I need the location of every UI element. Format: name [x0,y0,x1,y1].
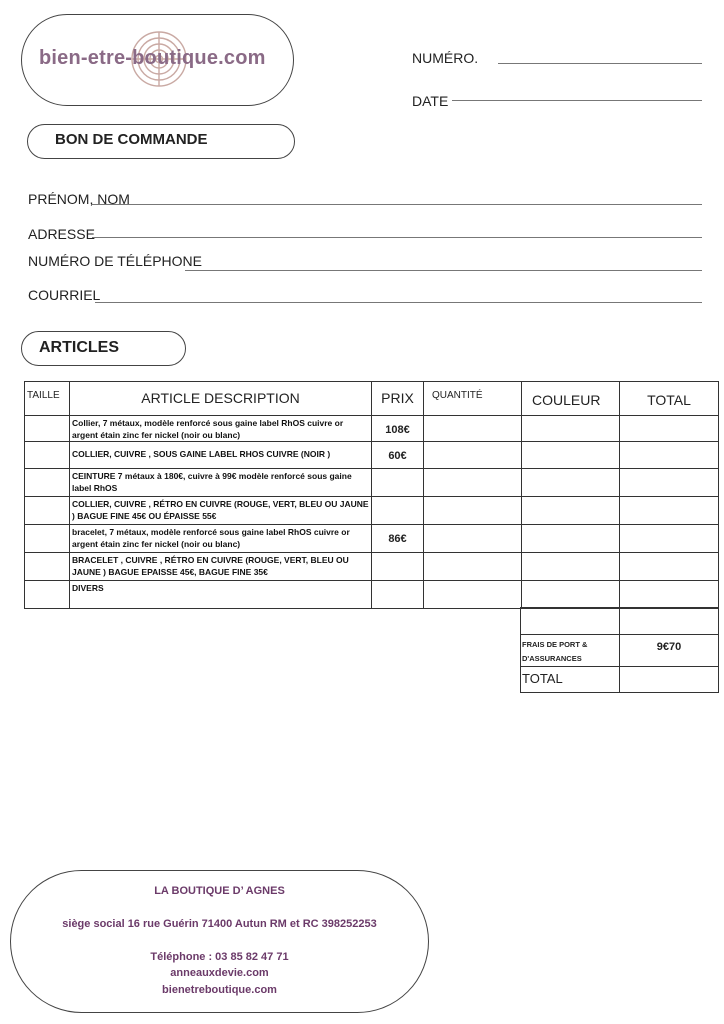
total-cell[interactable] [620,442,719,469]
taille-cell[interactable] [25,497,70,525]
price-cell: 86€ [372,525,424,553]
table-row [25,581,719,609]
quantity-cell[interactable] [424,442,522,469]
taille-cell[interactable] [25,442,70,469]
quantity-cell[interactable] [424,469,522,497]
total-cell[interactable] [620,525,719,553]
description-cell: CEINTURE 7 métaux à 180€, cuivre à 99€ modèle renforcé sous gaine label RhOS [70,469,372,497]
description-cell: BRACELET , CUIVRE , RÉTRO EN CUIVRE (ROUGE, VERT, BLEU OU JAUNE ) BAGUE EPAISSE 45€, BAGUE FINE 35€ [70,553,372,581]
total-cell[interactable] [620,497,719,525]
form-title: BON DE COMMANDE [55,131,208,148]
price-cell: 60€ [372,442,424,469]
quantity-cell[interactable] [424,416,522,442]
price-cell [372,553,424,581]
footer-site-2[interactable]: bienetreboutique.com [162,984,277,996]
price-cell [372,497,424,525]
taille-cell[interactable] [25,525,70,553]
header-total: TOTAL [620,382,719,416]
email-label: COURRIEL [28,287,101,303]
price-cell [372,469,424,497]
description-cell: bracelet, 7 métaux, modèle renforcé sous gaine label RhOS cuivre or argent étain zinc fer nickel (noir ou blanc) [70,525,372,553]
footer-phone: Téléphone : 03 85 82 47 71 [150,951,289,963]
taille-cell[interactable] [25,581,70,609]
price-cell [372,581,424,609]
quantity-cell[interactable] [424,497,522,525]
header-prix: PRIX [372,382,424,416]
color-cell[interactable] [522,553,620,581]
table-row [25,525,719,553]
price-cell: 108€ [372,416,424,442]
quantity-cell[interactable] [424,581,522,609]
description-cell: COLLIER, CUIVRE , SOUS GAINE LABEL RHOS CUIVRE (NOIR ) [70,442,372,469]
description-cell: DIVERS [70,581,372,609]
date-line[interactable] [452,100,702,101]
total-cell[interactable] [620,469,719,497]
table-row [25,442,719,469]
table-row [25,469,719,497]
email-line[interactable] [95,302,702,303]
taille-cell[interactable] [25,469,70,497]
name-label: PRÉNOM, NOM [28,191,130,207]
quantity-cell[interactable] [424,525,522,553]
color-cell[interactable] [522,525,620,553]
header-description: ARTICLE DESCRIPTION [70,382,372,416]
color-cell[interactable] [522,581,620,609]
color-cell[interactable] [522,442,620,469]
shipping-label: FRAIS DE PORT & D'ASSURANCES [521,635,620,667]
header-quantite: QUANTITÉ [424,382,522,416]
blank-cell [521,608,620,635]
header-couleur: COULEUR [522,382,620,416]
shipping-row [521,635,719,667]
color-cell[interactable] [522,497,620,525]
numero-line[interactable] [498,63,702,64]
grand-total-row [521,667,719,693]
articles-title: ARTICLES [39,339,119,356]
totals-blank-row [521,608,719,635]
table-row [25,497,719,525]
footer-company: LA BOUTIQUE D’ AGNES [154,885,285,897]
articles-table [24,381,719,609]
phone-label: NUMÉRO DE TÉLÉPHONE [28,253,202,269]
grand-total-cell[interactable] [620,667,719,693]
table-row [25,416,719,442]
total-cell[interactable] [620,553,719,581]
header-taille: TAILLE [25,382,70,416]
blank-cell [620,608,719,635]
phone-line[interactable] [185,270,702,271]
numero-label: NUMÉRO. [412,50,479,66]
table-row [25,553,719,581]
footer-address: siège social 16 rue Guérin 71400 Autun RM et RC 398252253 [62,918,377,930]
shipping-value: 9€70 [620,635,719,667]
description-cell: Collier, 7 métaux, modèle renforcé sous gaine label RhOS cuivre or argent étain zinc fer nickel (noir ou blanc) [70,416,372,442]
total-cell[interactable] [620,416,719,442]
color-cell[interactable] [522,416,620,442]
address-label: ADRESSE [28,226,95,242]
logo-text: bien-etre-boutique.com [39,47,266,69]
address-line[interactable] [92,237,702,238]
taille-cell[interactable] [25,553,70,581]
totals-table [520,607,719,693]
grand-total-label: TOTAL [521,667,620,693]
name-line[interactable] [92,204,702,205]
color-cell[interactable] [522,469,620,497]
taille-cell[interactable] [25,416,70,442]
quantity-cell[interactable] [424,553,522,581]
total-cell[interactable] [620,581,719,609]
date-label: DATE [412,93,449,109]
table-header-row [25,382,719,416]
footer-site-1[interactable]: anneauxdevie.com [170,967,269,979]
description-cell: COLLIER, CUIVRE , RÉTRO EN CUIVRE (ROUGE, VERT, BLEU OU JAUNE ) BAGUE FINE 45€ OU ÉPAISSE 55€ [70,497,372,525]
